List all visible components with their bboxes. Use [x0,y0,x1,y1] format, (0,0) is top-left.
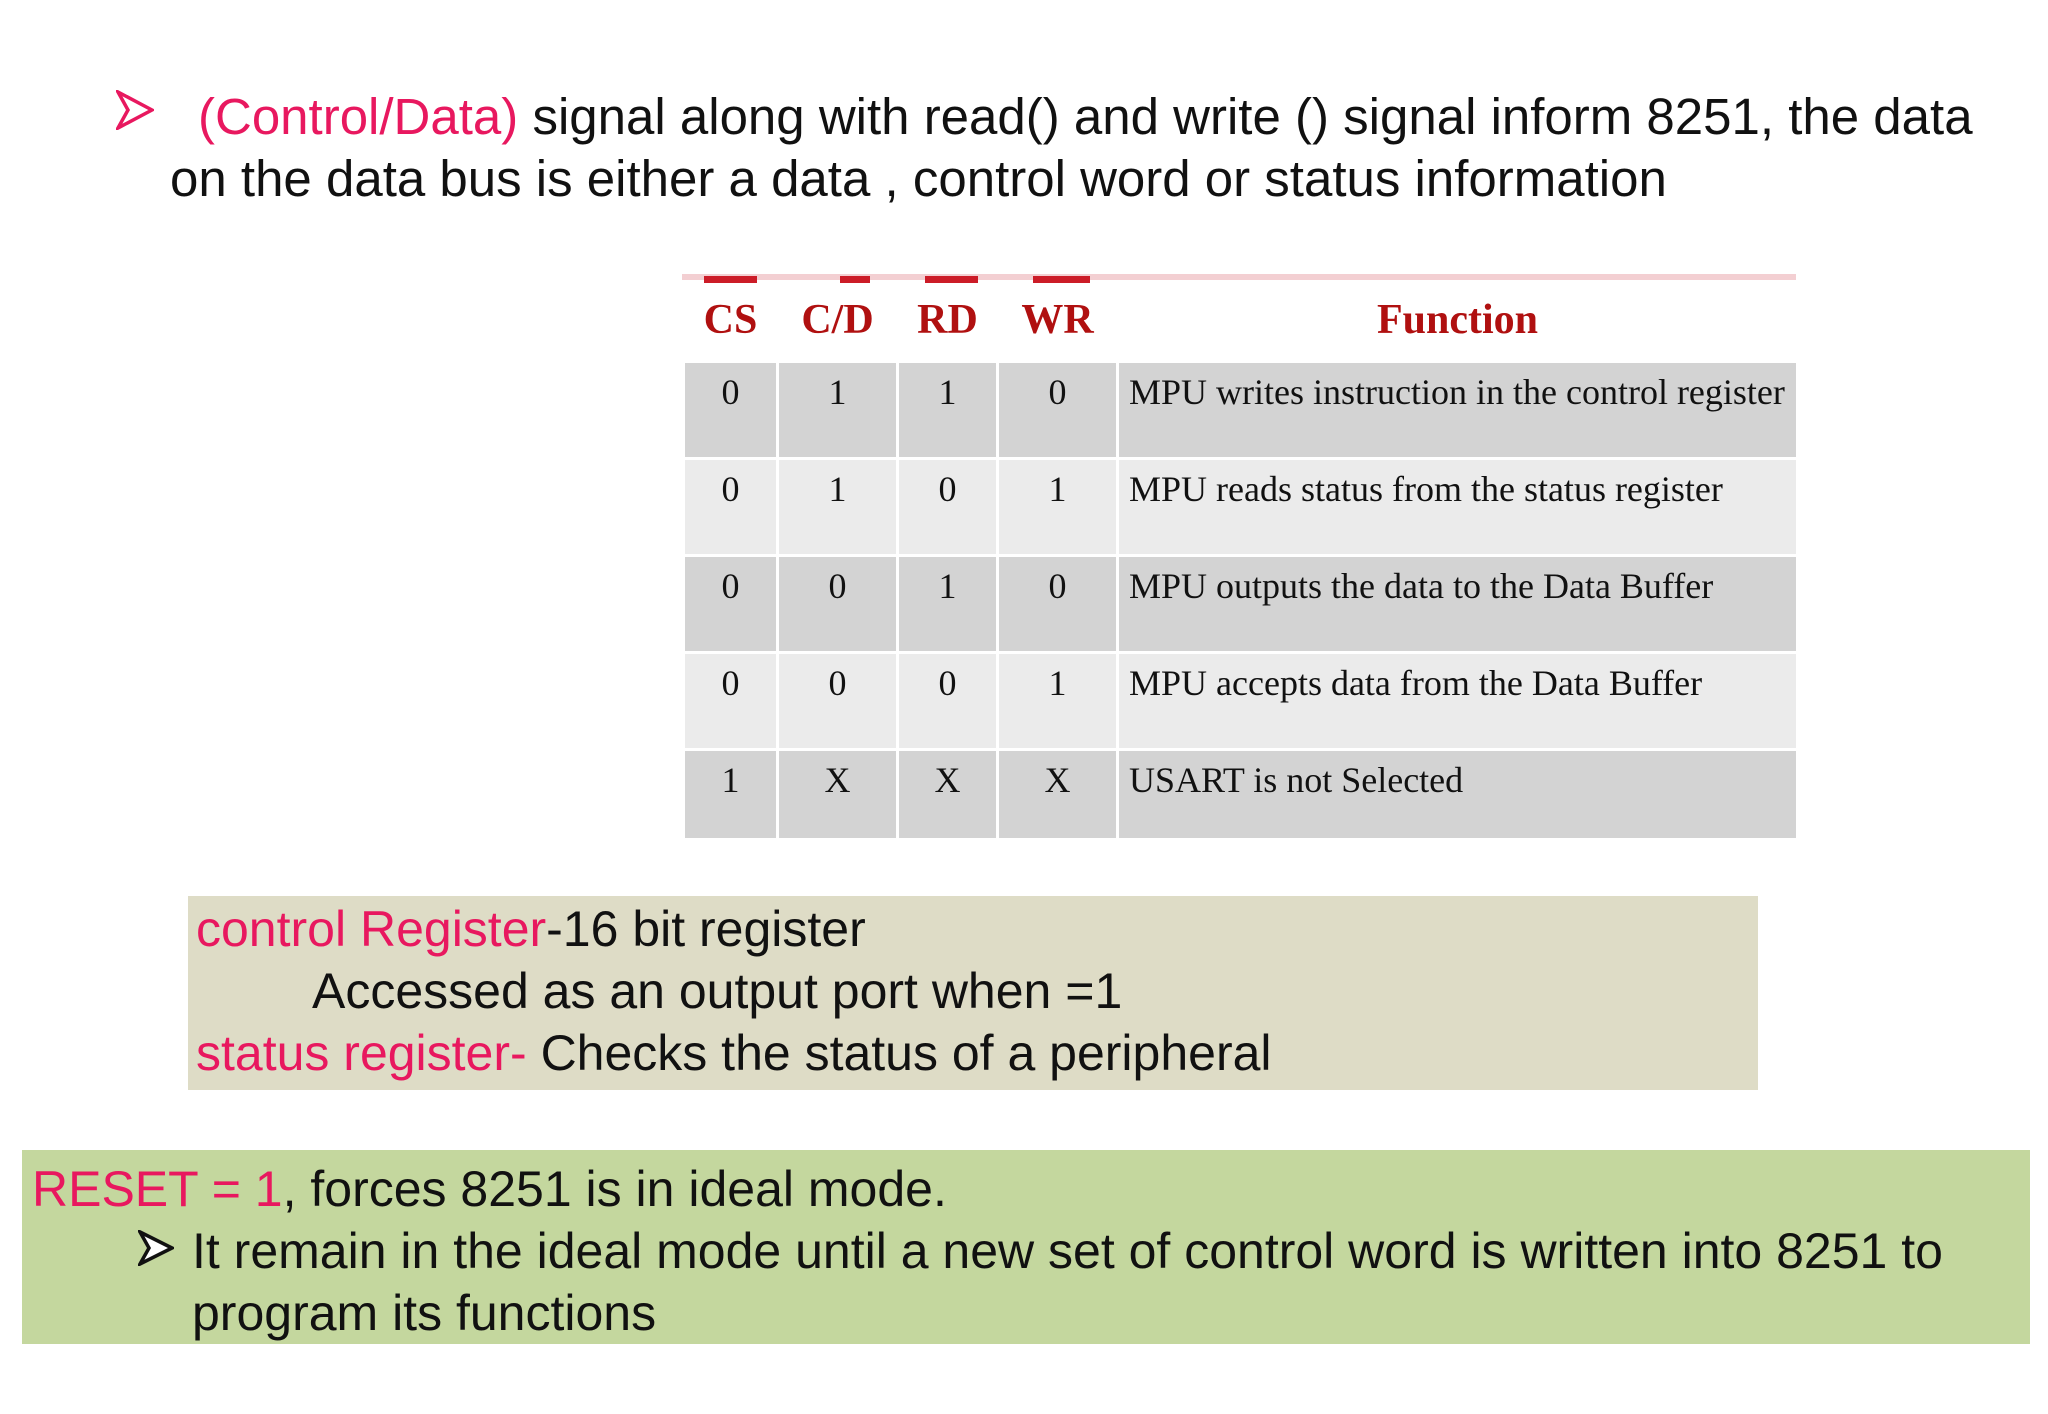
truth-table [682,280,1799,841]
arrow-bullet-icon [138,1230,174,1266]
control-register-desc: -16 bit register [546,901,866,957]
cell-rd: 0 [898,653,998,750]
control-register-line [196,898,866,960]
header-cd [778,280,898,362]
reset-line [32,1158,947,1220]
cs-overline: CS [704,296,758,344]
cell-rd: 0 [898,459,998,556]
cd-header: C/D [801,296,873,344]
reset-bullet-line-1: It remain in the ideal mode until a new set of control word is written into 8251 to [192,1223,1943,1279]
cell-function: MPU writes instruction in the control register [1118,362,1798,459]
intro-line-1-text: signal along with read() and write () signal inform 8251, the data [518,88,1973,145]
table-row [684,653,1798,750]
cell-function: MPU accepts data from the Data Buffer [1118,653,1798,750]
table-row [684,459,1798,556]
wr-overline: WR [1021,296,1093,344]
cell-cd: 1 [778,459,898,556]
reset-bullet-line-2: program its functions [192,1285,657,1341]
status-register-line [196,1022,1272,1084]
accessed-line: Accessed as an output port when =1 [312,963,1123,1019]
reset-desc: , forces 8251 is in ideal mode. [282,1161,947,1217]
cell-wr: 0 [998,556,1118,653]
status-register-label: status register- [196,1025,527,1081]
arrow-bullet-icon [116,90,154,130]
cell-rd: 1 [898,362,998,459]
cell-wr: 0 [998,362,1118,459]
cell-cd: 0 [778,653,898,750]
truth-table-image [682,274,1796,839]
header-function: Function [1118,280,1798,362]
table-row [684,750,1798,840]
intro-line-1 [198,86,1973,148]
cell-cs: 0 [684,459,778,556]
cell-function: MPU outputs the data to the Data Buffer [1118,556,1798,653]
cell-cd: X [778,750,898,840]
cell-wr: 1 [998,459,1118,556]
header-cs [684,280,778,362]
cell-cs: 0 [684,556,778,653]
cell-cs: 0 [684,362,778,459]
register-info-box [188,896,1758,1090]
cell-cd: 0 [778,556,898,653]
cell-wr: 1 [998,653,1118,750]
header-rd [898,280,998,362]
control-data-highlight: (Control/Data) [198,88,519,145]
reset-info-box [22,1150,2030,1344]
cell-cd: 1 [778,362,898,459]
cell-rd: 1 [898,556,998,653]
table-header-row [684,280,1798,362]
cell-cs: 0 [684,653,778,750]
rd-overline: RD [917,296,978,344]
cell-cs: 1 [684,750,778,840]
cell-function: USART is not Selected [1118,750,1798,840]
control-register-label: control Register [196,901,547,957]
cell-wr: X [998,750,1118,840]
header-wr [998,280,1118,362]
status-register-desc: Checks the status of a peripheral [526,1025,1272,1081]
cell-rd: X [898,750,998,840]
reset-label: RESET = 1 [32,1161,283,1217]
intro-line-2: on the data bus is either a data , control word or status information [170,150,1667,207]
table-row [684,556,1798,653]
cell-function: MPU reads status from the status register [1118,459,1798,556]
table-row [684,362,1798,459]
